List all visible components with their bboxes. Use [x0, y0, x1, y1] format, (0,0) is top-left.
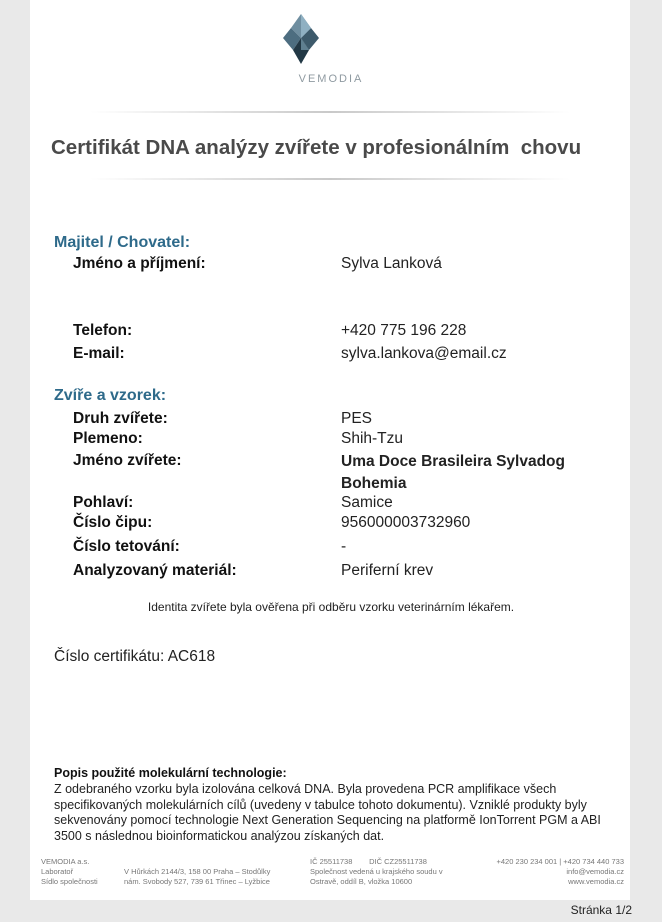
sex-value: Samice: [341, 494, 393, 511]
certificate-number: Číslo certifikátu: AC618: [54, 648, 216, 665]
identity-note: Identita zvířete byla ověřena při odběru vzorku veterinárním lékařem.: [147, 600, 515, 614]
document-page: [30, 0, 630, 900]
owner-name-label: Jméno a příjmení:: [73, 255, 206, 272]
material-label: Analyzovaný materiál:: [73, 562, 237, 579]
chip-value: 956000003732960: [341, 514, 471, 531]
owner-name-value: Sylva Lanková: [341, 255, 442, 272]
owner-heading: Majitel / Chovatel:: [54, 234, 191, 251]
phone-label: Telefon:: [73, 322, 133, 339]
email-label: E-mail:: [73, 345, 125, 362]
brand-name: VEMODIA: [298, 73, 364, 85]
vemodia-logo: [283, 14, 319, 64]
tattoo-value: -: [341, 538, 347, 555]
technology-text: Z odebraného vzorku byla izolována celková DNA. Byla provedena PCR amplifikace všech specifikovaných molekulárních cílů (uvedeny v tabulce tohoto dokumentu). Vzniklé produkty byly sekvenovány pomocí technologie Next Generation Sequencing na platformě IonTorrent PGM a ABI 3500 s následnou bioinformatickou analýzou získaných dat.: [54, 782, 601, 843]
tattoo-label: Číslo tetování:: [73, 538, 180, 555]
email-value: sylva.lankova@email.cz: [341, 345, 507, 362]
sex-label: Pohlaví:: [73, 494, 134, 511]
material-value: Periferní krev: [341, 562, 434, 579]
breed-value: Shih-Tzu: [341, 430, 404, 447]
animal-heading: Zvíře a vzorek:: [54, 387, 167, 404]
species-value: PES: [341, 410, 373, 427]
footer-registry: IČ 25511738 DIČ CZ25511738 Společnost vedená u krajského soudu v Ostravě, oddíl B, vložka 10600: [310, 857, 443, 886]
animal-name-value: Uma Doce Brasileira Sylvadog Bohemia: [341, 453, 565, 492]
technology-heading: Popis použité molekulární technologie:: [54, 766, 287, 780]
title-rule-bottom: [90, 175, 570, 183]
animal-name-label: Jméno zvířete:: [73, 452, 182, 469]
species-label: Druh zvířete:: [73, 410, 168, 427]
chip-label: Číslo čipu:: [73, 514, 153, 531]
footer-company: VEMODIA a.s. Laboratoř Sídlo společnosti: [41, 857, 98, 886]
title-rule-top: [90, 108, 570, 116]
breed-label: Plemeno:: [73, 430, 143, 447]
page-number: Stránka 1/2: [570, 903, 632, 917]
phone-value: +420 775 196 228: [341, 322, 467, 339]
document-title: Certifikát DNA analýzy zvířete v profesionálním chovu: [51, 136, 582, 159]
footer-contact: +420 230 234 001 | +420 734 440 733 info@vemodia.cz www.vemodia.cz: [496, 857, 624, 886]
footer-address: V Hůrkách 2144/3, 158 00 Praha – Stodůlky nám. Svobody 527, 739 61 Třinec – Lyžbice: [124, 867, 271, 886]
